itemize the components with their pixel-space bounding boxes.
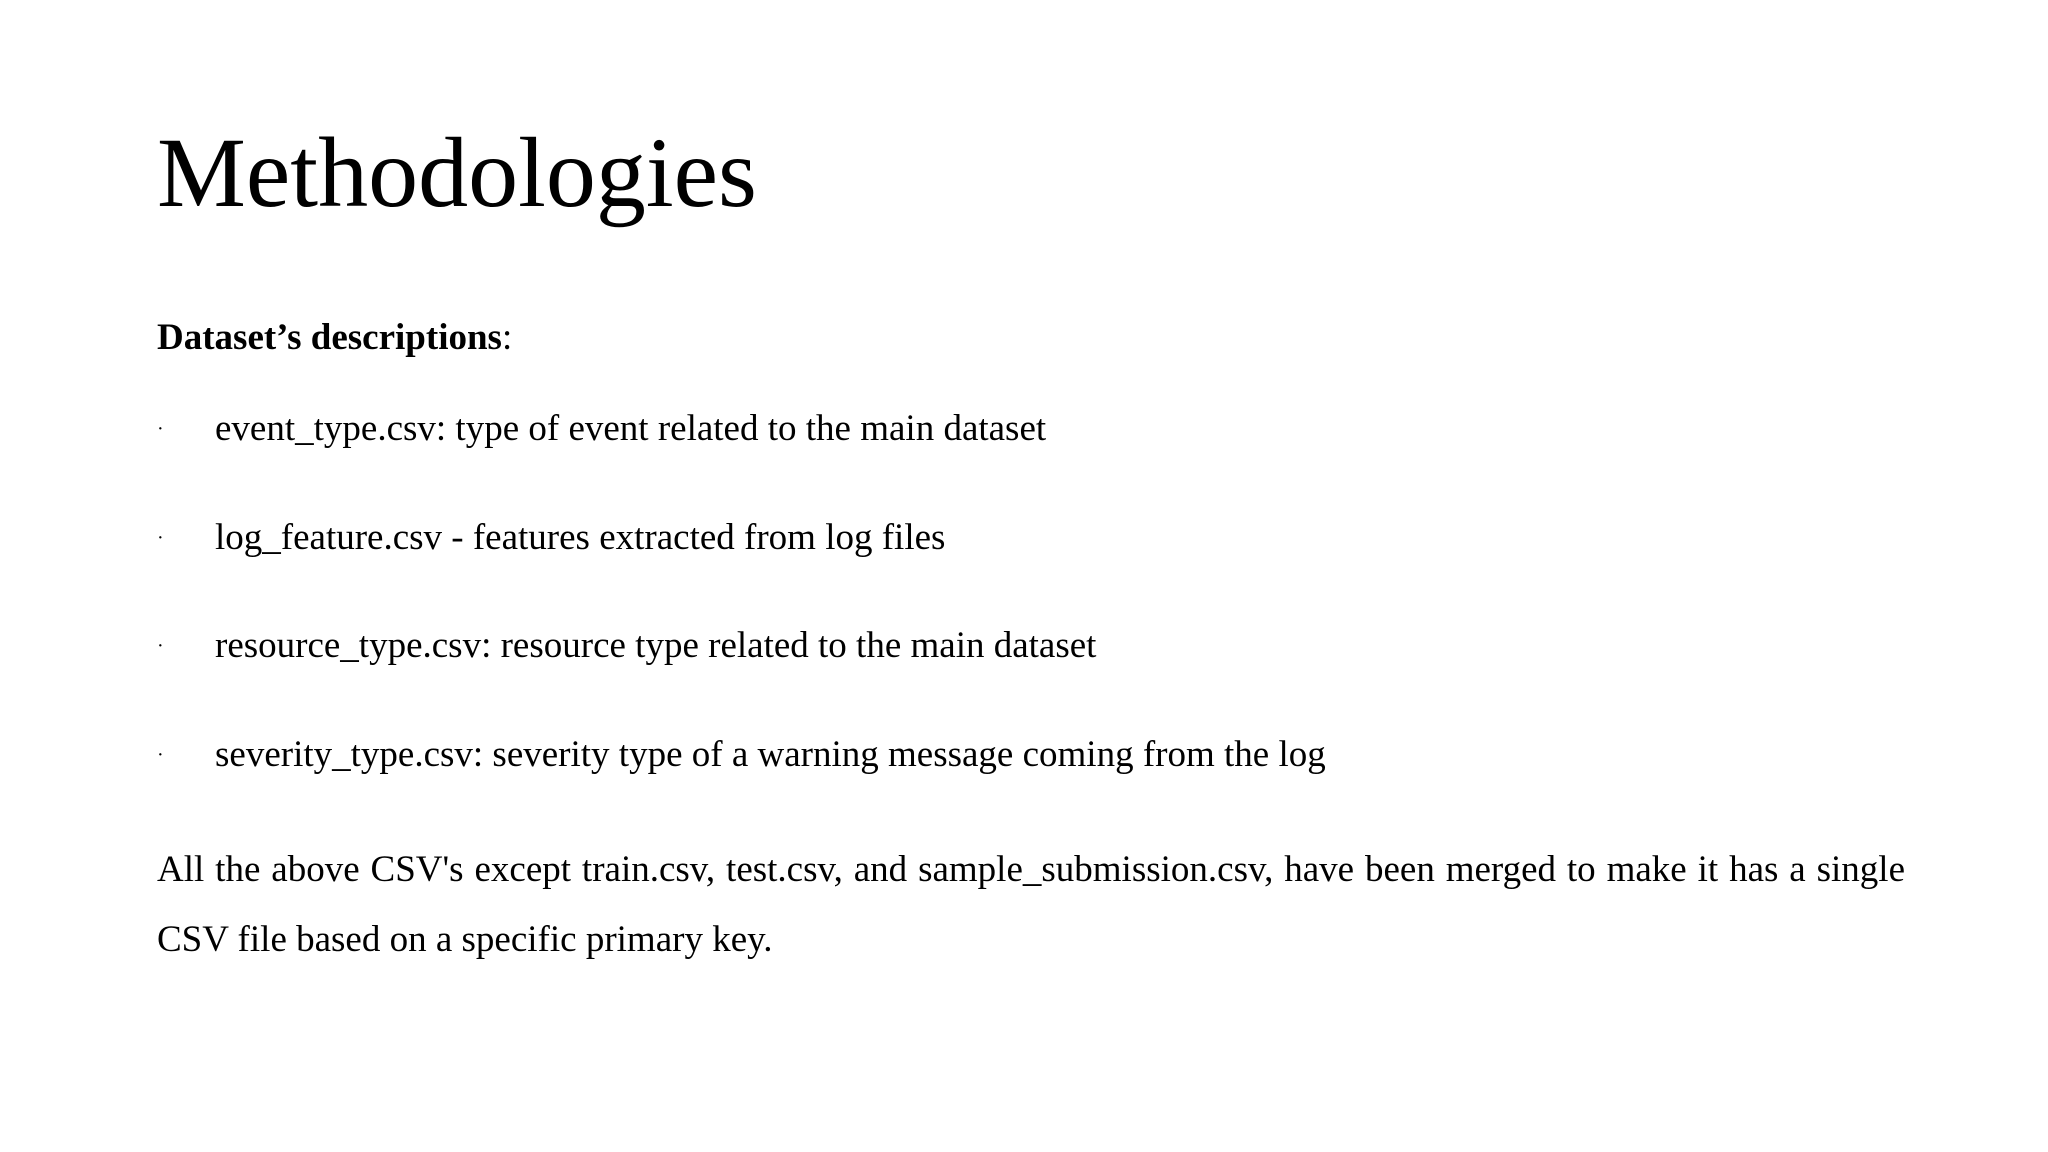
subheading-bold: Dataset’s descriptions	[157, 317, 502, 358]
dataset-file-list	[157, 404, 1907, 838]
list-item	[157, 621, 1907, 730]
list-item-text: event_type.csv: type of event related to the main dataset	[215, 408, 1047, 449]
slide-title: Methodologies	[157, 117, 757, 228]
subheading-suffix: :	[501, 317, 513, 358]
bullet-icon: ·	[157, 635, 164, 657]
section-subheading	[157, 316, 512, 360]
list-item	[157, 730, 1907, 839]
list-item-text: resource_type.csv: resource type related to the main dataset	[215, 625, 1097, 666]
merge-summary-paragraph: All the above CSV's except train.csv, test.csv, and sample_submission.csv, have been merged to make it has a single CSV file based on a specific primary key.	[157, 849, 1905, 960]
list-item	[157, 513, 1907, 622]
list-item	[157, 404, 1907, 513]
list-item-text: log_feature.csv - features extracted from log files	[215, 516, 946, 558]
bullet-icon: ·	[157, 743, 164, 766]
list-item-text: severity_type.csv: severity type of a warning message coming from the log	[215, 733, 1326, 775]
bullet-icon: ·	[157, 526, 164, 549]
bullet-icon: ·	[157, 418, 164, 440]
